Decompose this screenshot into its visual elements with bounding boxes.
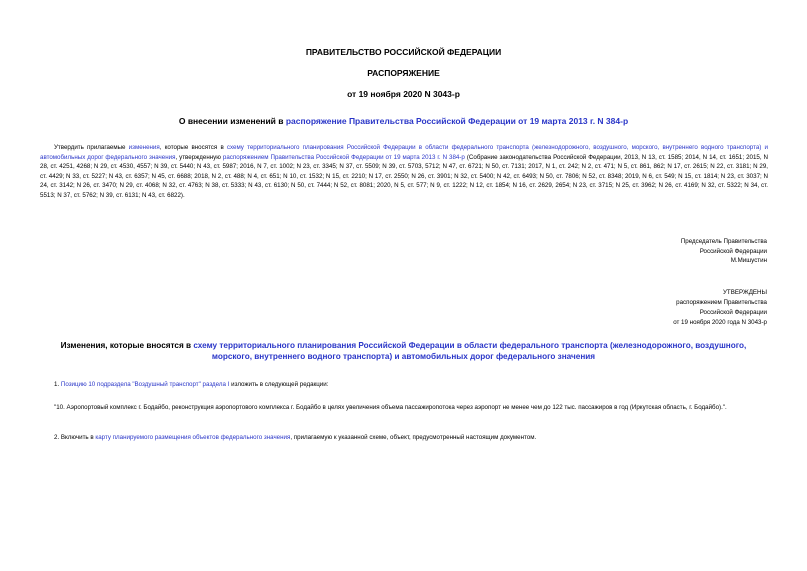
title-link[interactable]: распоряжение Правительства Российской Федерации от 19 марта 2013 г. N 384-р [285,116,629,126]
signature-line-2: Российской Федерации [699,247,767,255]
order-link[interactable]: распоряжением Правительства Российской Федерации от 19 марта 2013 г. N 384-р [222,153,465,161]
approved-block [673,288,767,328]
p1-text-c: , утвержденную [175,153,223,161]
changes-title-prefix: Изменения, которые вносятся в [60,341,194,350]
item-1-text-a: 1. [54,381,61,388]
item-2-text-b: , прилагаемую к указанной схеме, объект, предусмотренный настоящим документом. [290,434,537,441]
signature-block [681,237,767,266]
approved-line-3: Российской Федерации [699,309,767,316]
government-heading: ПРАВИТЕЛЬСТВО РОССИЙСКОЙ ФЕДЕРАЦИИ [305,47,502,57]
document-date: от 19 ноября 2020 N 3043-р [347,89,460,99]
p1-text-d: (Собрание законодательства Российской Федерации, 2013, N 13, ст. 1585; 2014, N 14, ст. 1651; 2015, N 28, ст. 4251, 4268; N 29, ст. 4530, 4557; N 39, ст. 5440; N 43, ст. 5987; 2016, N 7, ст. 1002; N 23, ст. 3345; N 37, ст. 5509; N 39, ст. 5703, 5712; N 47, ст. 6721; N 50, ст. 7131; 2017, N 1, ст. 242; N 2, ст. 471; N 5, ст. 861, 862; N 17, ст. 2615; N 22, ст. 3181; N 29, ст. 4429; N 33, ст. 5227; N 43, ст. 6357; N 45, ст. 6688; 2018, N 2, ст. 488; N 4, ст. 651; N 10, ст. 1532; N 15, ст. 2210; N 17, ст. 2550; N 26, ст. 3901; N 32, ст. 5400; N 42, ст. 6493; N 50, ст. 7806; N 52, ст. 8348; 2019, N 6, ст. 549; N 15, ст. 1814; N 23, ст. 3037; N 24, ст. 3142; N 26, ст. 3470; N 29, ст. 4068; N 32, ст. 4763; N 38, ст. 5333; N 43, ст. 6130; N 50, ст. 7444; N 52, ст. 8081; 2020, N 5, ст. 577; N 9, ст. 1222; N 12, ст. 1854; N 16, ст. 2629, 2654; N 23, ст. 3715; N 25, ст. 3962; N 26, ст. 4169; N 32, ст. 5322; N 34, ст. 5513; N 37, ст. 5762; N 39, ст. 6131; N 43, ст. 6822). [40,153,768,199]
scheme-link[interactable]: схему территориального планирования Российской Федерации в области федерального транспорта (железнодорожного, воздушного, морского, внутреннего водного транспорта) и автомобильных дорог федерального значения [40,144,768,161]
item-1-text-b: изложить в следующей редакции: [229,381,329,388]
item-2 [40,433,768,443]
changes-title [50,340,757,362]
position-10-link[interactable]: Позицию 10 подраздела "Воздушный транспорт" раздела I [60,381,230,388]
approved-line-4: от 19 ноября 2020 года N 3043-р [673,319,767,326]
changes-link[interactable]: изменения [128,144,160,151]
document-title [30,116,777,126]
approved-line-2: распоряжением Правительства [676,299,767,306]
main-paragraph [40,143,768,201]
map-link[interactable]: карту планируемого размещения объектов федерального значения [95,434,291,441]
title-prefix: О внесении изменений в [178,116,286,126]
item-1-quote: "10. Аэропортовый комплекс г. Бодайбо, реконструкция аэропортового комплекса г. Бодайбо в целях увеличения объема пассажиропотока через аэропорт не менее чем до 122 тыс. пассажиров в год (Иркутская область, г. Бодайбо).". [54,404,727,411]
p1-text-b: , которые вносятся в [159,144,227,151]
signature-line-1: Председатель Правительства [680,238,767,245]
changes-title-link[interactable]: схему территориального планирования Российской Федерации в области федерального транспорта (железнодорожного, воздушного, морского, внутреннего водного транспорта) и автомобильных дорог федерального значения [193,341,747,361]
signature-line-3: М.Мишустин [730,257,767,265]
approved-line-1: УТВЕРЖДЕНЫ [723,289,767,296]
item-1 [40,380,768,390]
document-type: РАСПОРЯЖЕНИЕ [367,68,440,78]
p1-text-a: Утвердить прилагаемые [54,144,129,151]
item-2-text-a: 2. Включить в [54,434,96,441]
